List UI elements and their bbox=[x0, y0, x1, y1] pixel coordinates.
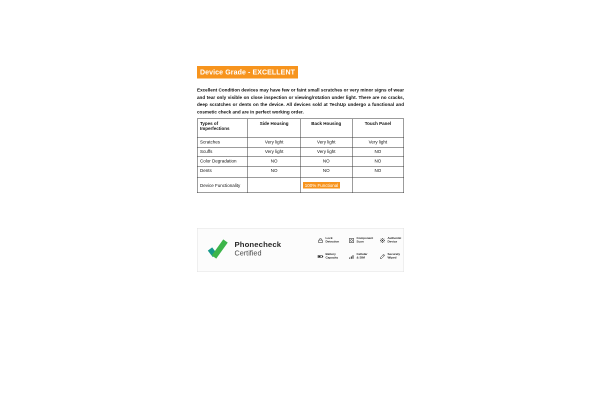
phonecheck-brand bbox=[235, 241, 282, 258]
header-back-housing: Back Housing bbox=[300, 119, 352, 138]
securely-wiped-icon bbox=[380, 254, 386, 260]
cell-value: NO bbox=[300, 166, 352, 178]
lock-icon bbox=[318, 238, 324, 244]
table-row-scratches bbox=[197, 138, 404, 148]
table-row-device-functionality bbox=[197, 178, 404, 193]
brand-name: Phonecheck bbox=[234, 240, 282, 250]
feature-securely-wiped bbox=[380, 253, 409, 267]
phonecheck-certified-badge bbox=[197, 228, 404, 272]
feature-label: Lock Detection bbox=[325, 237, 340, 244]
component-scan-icon bbox=[349, 238, 355, 244]
cell-value: NO bbox=[352, 147, 404, 157]
feature-label: Component Scan bbox=[356, 237, 374, 244]
description-paragraph: Excellent Condition devices may have few or faint small scratches or very minor signs of wear and tear only visible on close inspection or viewing/rotation under light. There are no cracks, deep scratches or dents on the device. All devices sold at TechUp undergo a functional and cosmetic check and are in perfect working order. bbox=[197, 87, 404, 115]
table-header-row bbox=[197, 119, 404, 138]
feature-label: Securely Wiped bbox=[387, 253, 401, 260]
header-touch-panel: Touch Panel bbox=[352, 119, 404, 138]
cell-value: Very light bbox=[300, 147, 352, 157]
header-side-housing: Side Housing bbox=[248, 119, 301, 138]
row-label: Scratches bbox=[197, 138, 248, 148]
cell-value: NO bbox=[300, 157, 352, 167]
cell-value: Very light bbox=[300, 138, 352, 148]
certification-features bbox=[318, 237, 409, 267]
row-label: Device Functionality bbox=[197, 178, 248, 193]
battery-icon bbox=[318, 254, 324, 260]
feature-battery-capacity bbox=[318, 253, 349, 267]
document-content bbox=[197, 66, 404, 272]
cell-value: NO bbox=[352, 157, 404, 167]
page-title: Device Grade - EXCELLENT bbox=[197, 66, 298, 79]
authentic-device-icon bbox=[380, 238, 386, 244]
cell-value: NO bbox=[352, 166, 404, 178]
cell-empty bbox=[248, 178, 301, 193]
feature-cellular-sim bbox=[349, 253, 380, 267]
functionality-highlight: 100% Functional bbox=[304, 182, 339, 188]
feature-label: Battery Capacity bbox=[325, 253, 339, 260]
feature-lock-detection bbox=[318, 237, 349, 251]
feature-authentic-device bbox=[380, 237, 409, 251]
cell-value: Very light bbox=[248, 138, 301, 148]
cell-functionality bbox=[300, 178, 352, 193]
row-label: Dents bbox=[197, 166, 248, 178]
header-types-of-imperfections: Types of Imperfections bbox=[197, 119, 248, 138]
feature-component-scan bbox=[349, 237, 380, 251]
brand-subtitle: Certified bbox=[234, 249, 262, 258]
feature-label: Cellular & SIM bbox=[356, 253, 368, 260]
cell-value: Very light bbox=[352, 138, 404, 148]
phonecheck-checkmark-icon bbox=[207, 239, 230, 262]
imperfections-table bbox=[197, 119, 404, 194]
cellular-sim-icon bbox=[349, 254, 355, 260]
cell-value: Very light bbox=[248, 147, 301, 157]
table-row-dents bbox=[197, 166, 404, 178]
feature-label: Authentic Device bbox=[387, 237, 402, 244]
cell-empty bbox=[352, 178, 404, 193]
cell-value: NO bbox=[248, 166, 301, 178]
row-label: Color Degradation bbox=[197, 157, 248, 167]
cell-value: NO bbox=[248, 157, 301, 167]
row-label: Scuffs bbox=[197, 147, 248, 157]
table-row-scuffs bbox=[197, 147, 404, 157]
table-row-color-degradation bbox=[197, 157, 404, 167]
